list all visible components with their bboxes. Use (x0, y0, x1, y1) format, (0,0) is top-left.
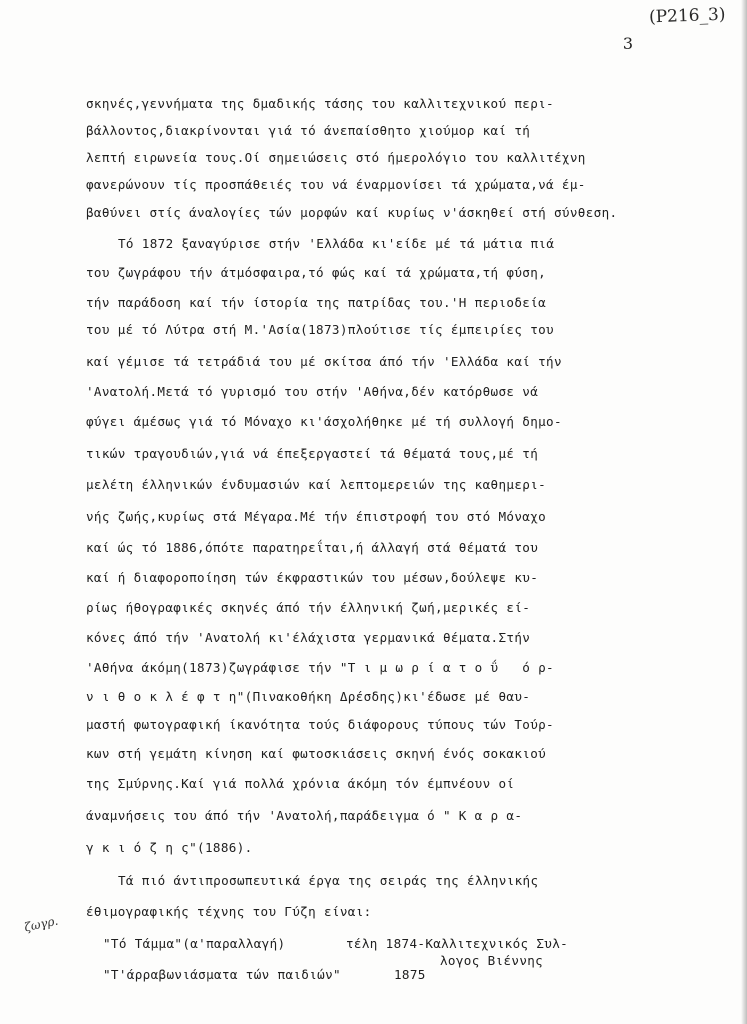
text-line: κων στή γεμάτη κίνηση καί φωτοσκιάσεις σκηνή ένός σοκακιού (86, 746, 547, 761)
text-line: γ κ ι ό ζ η ς"(1886). (86, 840, 253, 855)
text-line: τήν παράδοση καί τήν ίστορία της πατρίδας του.'Η περιοδεία (86, 295, 547, 310)
text-line: της Σμύρνης.Καί γιά πολλά χρόνια άκόμη τόν έμπνέουν οί (86, 776, 515, 791)
work-detail: 1875 (394, 967, 426, 982)
text-line: βάλλοντος,διακρίνονται γιά τό άνεπαίσθητο χιούμορ καί τή (86, 123, 531, 138)
text-line: καί ώς τό 1886,όπότε παρατηρεΐται,ή άλλαγή στά θέματά του (86, 540, 539, 555)
text-line: μελέτη έλληνικών ένδυμασιών καί λεπτομερειών της καθημερι- (86, 477, 547, 492)
work-detail: λογος Βιέννης (440, 953, 544, 968)
text-line: του ζωγράφου τήν άτμόσφαιρα,τό φώς καί τά χρώματα,τή φύση, (86, 265, 547, 280)
text-line: νής ζωής,κυρίως στά Μέγαρα.Μέ τήν έπιστροφή του στό Μόναχο (86, 509, 547, 524)
work-title: "Τό Τάμμα"(α'παραλλαγή) (103, 936, 286, 951)
text-line: λεπτή ειρωνεία τους.Οί σημειώσεις στό ήμερολόγιο του καλλιτέχνη (86, 150, 586, 165)
text-line: ρίως ήθογραφικές σκηνές άπό τήν έλληνική ζωή,μερικές εί- (86, 600, 531, 615)
page-number: 3 (622, 34, 633, 53)
text-line: μαστή φωτογραφική ίκανότητα τούς διάφορους τύπους τών Τούρ- (86, 717, 554, 732)
text-line: κόνες άπό τήν 'Ανατολή κι'έλάχιστα γερμανικά θέματα.Στήν (86, 630, 531, 645)
text-line: Τό 1872 ξαναγύρισε στήν 'Ελλάδα κι'είδε μέ τά μάτια πιά (118, 236, 555, 251)
text-line: σκηνές,γεννήματα της δμαδικής τάσης του καλλιτεχνικού περι- (86, 96, 554, 111)
text-line: ν ι θ ο κ λ έ φ τ η"(Πινακοθήκη Δρέσδης)κι'έδωσε μέ θαυ- (86, 689, 531, 704)
work-detail: τέλη 1874-Καλλιτεχνικός Συλ- (346, 936, 569, 951)
text-line: βαθύνει στίς άναλογίες τών μορφών καί κυρίως ν'άσκηθεί στή σύνθεση. (86, 205, 618, 220)
handwritten-margin-note: ζωγρ. (22, 913, 60, 935)
archive-stamp: (Ρ216_3) (648, 4, 726, 28)
text-line: καί ή διαφοροποίηση τών έκφραστικών του μέσων,δούλεψε κυ- (86, 570, 539, 585)
text-line: Τά πιό άντιπροσωπευτικά έργα της σειράς της έλληνικής (118, 873, 539, 888)
text-line: έθιμογραφικής τέχνης του Γύζη είναι: (86, 904, 372, 919)
page-edge-shadow (741, 0, 747, 1024)
text-line: καί γέμισε τά τετράδιά του μέ σκίτσα άπό τήν 'Ελλάδα καί τήν (86, 354, 562, 369)
text-line: φύγει άμέσως γιά τό Μόναχο κι'άσχολήθηκε μέ τή συλλογή δημο- (86, 414, 562, 429)
text-line: 'Ανατολή.Μετά τό γυρισμό του στήν 'Αθήνα,δέν κατόρθωσε νά (86, 384, 539, 399)
text-line: φανερώνουν τίς προσπάθειές του νά έναρμονίσει τά χρώματα,νά έμ- (86, 177, 586, 192)
text-line: του μέ τό Λύτρα στή Μ.'Ασία(1873)πλούτισε τίς έμπειρίες του (86, 322, 554, 337)
text-line: 'Αθήνα άκόμη(1873)ζωγράφισε τήν "Τ ι μ ω ρ ί α τ ο ΰ ό ρ- (86, 660, 554, 675)
work-title: "Τ'άρραβωνιάσματα τών παιδιών" (103, 967, 341, 982)
text-line: τικών τραγουδιών,γιά νά έπεξεργαστεί τά θέματά τους,μέ τή (86, 446, 539, 461)
text-line: άναμνήσεις του άπό τήν 'Ανατολή,παράδειγμα ό " Κ α ρ α- (86, 808, 523, 823)
